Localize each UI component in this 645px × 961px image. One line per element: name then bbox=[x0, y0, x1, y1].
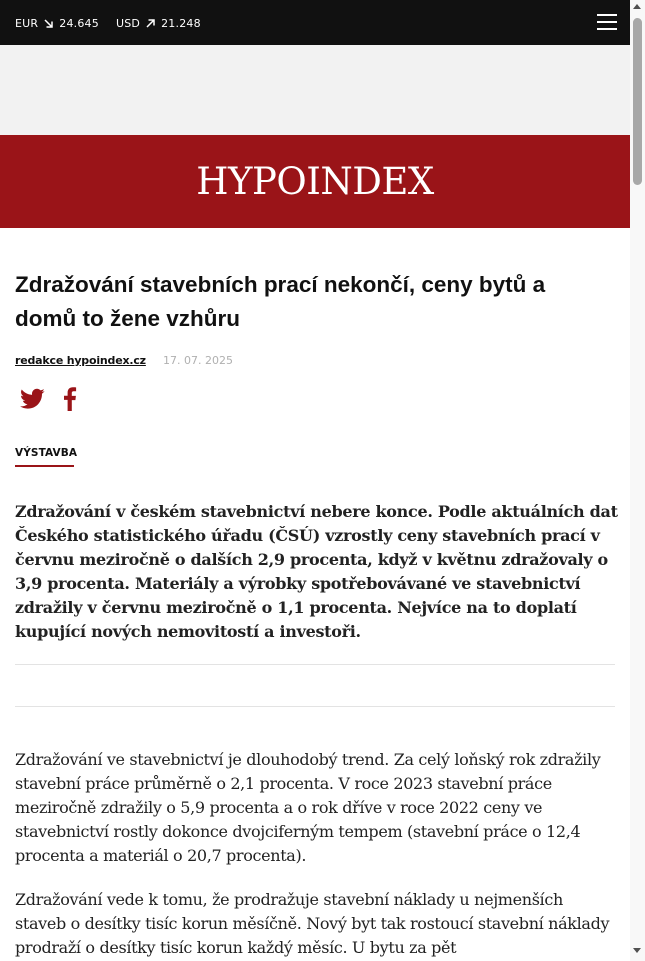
divider bbox=[15, 706, 615, 707]
article-paragraph: Zdražování vede k tomu, že prodražuje stavební náklady u nejmenších staveb o desítky tisíc korun měsíčně. Nový byt tak rostoucí stavební náklady prodraží o desítky tisíc korun každý měsíc. U bytu za pět bbox=[15, 890, 610, 957]
twitter-icon[interactable] bbox=[20, 387, 45, 411]
divider bbox=[15, 664, 615, 665]
scroll-up-arrow-icon[interactable] bbox=[633, 4, 641, 9]
article-lead: Zdražování v českém stavebnictví nebere konce. Podle aktuálních dat Českého statistického úřadu (ČSÚ) vzrostly ceny stavebních prací v červnu meziročně o dalších 2,9 procenta, když v květnu zdražovaly o 3,9 procenta. Materiály a výrobky spotřebovávané ve stavebnictví zdražily v červnu meziročně o 1,1 procenta. Nejvíce na to doplatí kupující nových nemovitostí a investoři. bbox=[15, 502, 618, 641]
currency-code: USD bbox=[116, 16, 141, 30]
category-tag[interactable]: VÝSTAVBA bbox=[15, 447, 78, 459]
facebook-icon[interactable] bbox=[62, 387, 78, 411]
currency-code: EUR bbox=[15, 16, 39, 30]
article-paragraph: Zdražování ve stavebnictví je dlouhodobý trend. Za celý loňský rok zdražily stavební práce průměrně o 2,1 procenta. V roce 2023 stavební práce meziročně zdražily o 5,9 procenta a o rok dříve v roce 2022 ceny ve stavebnictví rostly dokonce dvojciferným tempem (stavební práce o 12,4 procenta a materiál o 20,7 procenta). bbox=[15, 750, 601, 865]
currency-usd[interactable] bbox=[116, 15, 201, 31]
author-link[interactable]: redakce hypoindex.cz bbox=[15, 354, 146, 367]
currency-bar bbox=[0, 0, 630, 45]
currency-eur[interactable] bbox=[15, 15, 99, 31]
arrow-up-right-icon bbox=[145, 18, 156, 29]
category-underline bbox=[15, 465, 74, 467]
ad-placeholder bbox=[0, 45, 630, 135]
menu-icon[interactable] bbox=[597, 14, 617, 30]
publish-date: 17. 07. 2025 bbox=[163, 354, 233, 367]
site-logo[interactable]: HYPOINDEX bbox=[196, 160, 434, 203]
scroll-down-arrow-icon[interactable] bbox=[633, 948, 641, 953]
article-title: Zdražování stavebních prací nekončí, ceny bytů a domů to žene vzhůru bbox=[15, 272, 546, 331]
arrow-down-right-icon bbox=[43, 18, 54, 29]
scrollbar-thumb[interactable] bbox=[633, 18, 642, 185]
currency-value: 24.645 bbox=[59, 16, 99, 30]
scrollbar[interactable] bbox=[630, 0, 645, 961]
currency-value: 21.248 bbox=[161, 16, 201, 30]
